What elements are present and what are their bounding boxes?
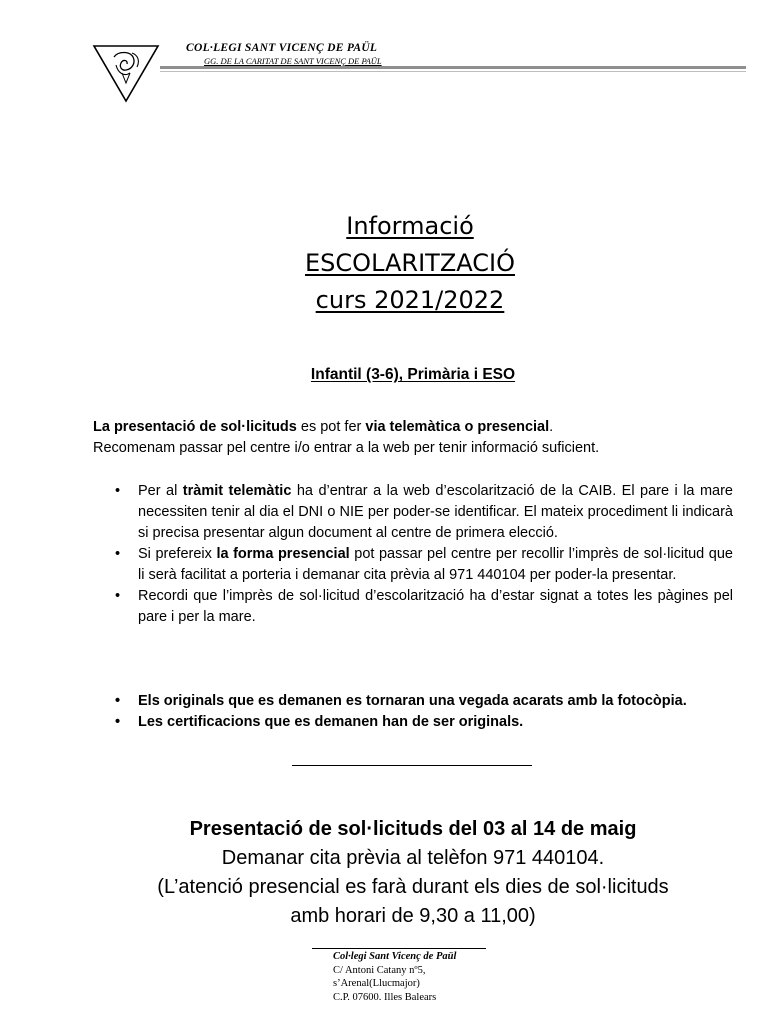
bullet-icon: •	[115, 546, 121, 562]
header-rule-thin	[160, 71, 746, 72]
intro-paragraph-1	[93, 417, 743, 438]
title-line-2: ESCOLARITZACIÓ	[305, 249, 515, 277]
intro-paragraph-2: Recomenam passar pel centre i/o entrar a la web per tenir informació suficient.	[93, 440, 600, 456]
list-item: • Per al tràmit telemàtic ha d’entrar a la web d’escolarització de la CAIB. El pare i la mare necessiten tenir al dia el DNI o NIE per poder-se identificar. El mateix procediment li indicarà si precisa presentar algun document al centre de primera elecció.	[115, 483, 733, 541]
bullet-icon: •	[115, 714, 121, 730]
intro-text-2: .	[549, 419, 554, 435]
school-logo	[92, 43, 160, 103]
footer-address-1: C/ Antoni Catany nº5,	[333, 964, 426, 976]
title-line-1: Informació	[346, 212, 474, 240]
list-item: • Els originals que es demanen es tornaran una vegada acarats amb la fotocòpia.	[93, 691, 743, 712]
footer-address-3: C.P. 07600. Illes Balears	[333, 991, 437, 1003]
application-dates: Presentació de sol·licituds del 03 al 14 de maig	[189, 818, 637, 840]
footer-school-name: Col·legi Sant Vicenç de Paül	[333, 951, 457, 962]
document-title	[0, 208, 770, 319]
intro-bold-1: La presentació de sol·licituds	[93, 419, 297, 435]
info-bullet-list	[93, 481, 733, 628]
attention-note: (L’atenció presencial es farà durant els dies de sol·licituds	[157, 876, 669, 898]
list-item: • Si prefereix la forma presencial pot passar pel centre per recollir l’imprès de sol·licitud que li serà facilitat a porteria i demanar cita prèvia al 971 440104 per poder-la presentar.	[115, 546, 733, 583]
bullet-icon: •	[115, 483, 121, 499]
title-line-3: curs 2021/2022	[315, 286, 505, 314]
list-item: • Recordi que l’imprès de sol·licitud d’escolarització ha d’estar signat a totes les pàgines pel pare i per la mare.	[115, 588, 733, 625]
school-subtitle: GG. DE LA CARITAT DE SANT VICENÇ DE PAÜL	[204, 56, 382, 66]
footer-rule	[312, 948, 486, 949]
school-name: COL·LEGI SANT VICENÇ DE PAÜL	[186, 42, 378, 54]
intro-bold-2: via telemàtica o presencial	[365, 419, 550, 435]
bullet-icon: •	[115, 693, 121, 709]
subtitle-text: Infantil (3-6), Primària i ESO	[310, 366, 516, 383]
document-subtitle	[0, 366, 770, 384]
list-item: • Les certificacions que es demanen han de ser originals.	[93, 712, 743, 733]
footer-address-2: s’Arenal(Llucmajor)	[333, 978, 420, 989]
bullet-icon: •	[115, 588, 121, 604]
important-bullet-list	[93, 691, 743, 733]
separator-line	[292, 765, 532, 766]
intro-text-1: es pot fer	[296, 419, 366, 435]
attention-hours: amb horari de 9,30 a 11,00)	[290, 905, 536, 927]
footer-address	[333, 950, 533, 1004]
appointment-phone: Demanar cita prèvia al telèfon 971 440104.	[221, 847, 605, 869]
header-rule	[160, 66, 746, 69]
